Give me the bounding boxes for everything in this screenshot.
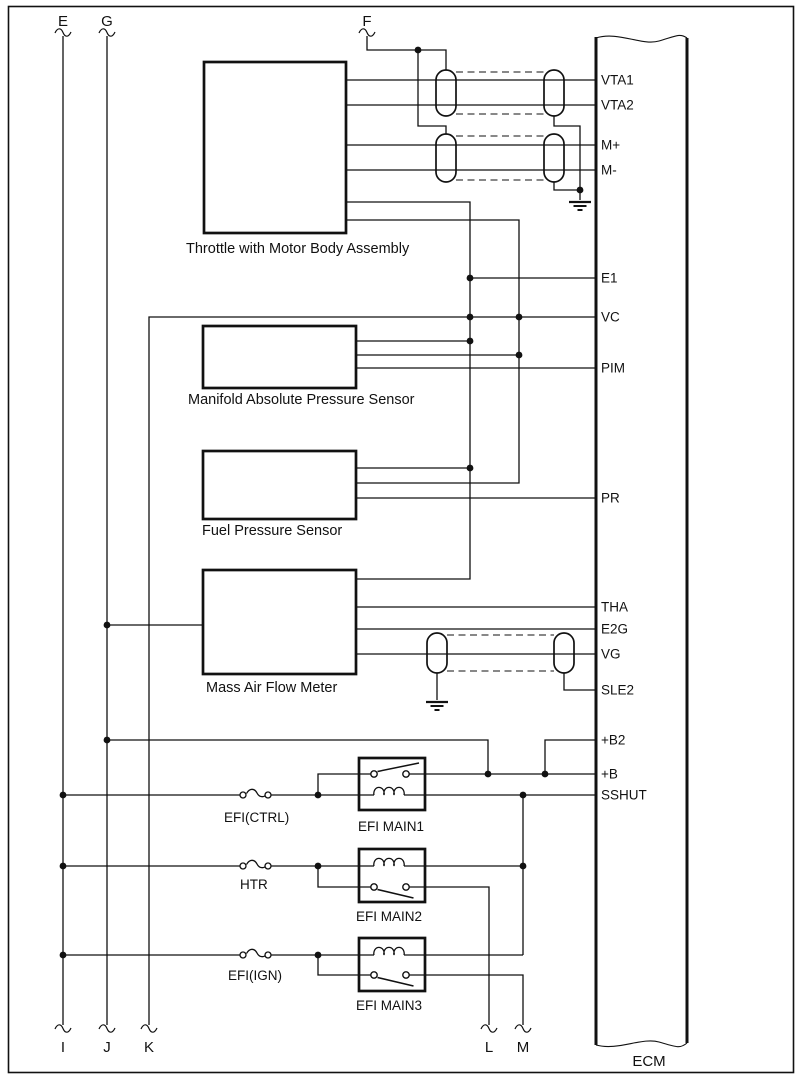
relay-efi-main2-label: EFI MAIN2 bbox=[356, 909, 423, 924]
relay-efi-main1-box bbox=[359, 758, 425, 810]
fuse-htr-terminal bbox=[240, 863, 246, 869]
connector-label-l: L bbox=[484, 1039, 494, 1056]
junction-dot bbox=[104, 622, 111, 629]
ecm-pin-label-vg: VG bbox=[601, 646, 621, 662]
mass-air-flow-meter-box bbox=[203, 570, 356, 674]
connector-label-f: F bbox=[362, 13, 372, 30]
relay-efi-main1-label: EFI MAIN1 bbox=[358, 819, 425, 834]
fuel-pressure-sensor-label: Fuel Pressure Sensor bbox=[202, 523, 343, 539]
connector-label-j: J bbox=[103, 1039, 111, 1056]
relay-efi-main3-box bbox=[359, 938, 425, 991]
ecm-pin-label-vta2: VTA2 bbox=[601, 97, 634, 113]
wire-sle2-drain bbox=[564, 673, 596, 690]
map-sensor-label: Manifold Absolute Pressure Sensor bbox=[188, 392, 415, 408]
relay-efi-main2-switch-terminal bbox=[403, 884, 409, 890]
ecm-pin-label-e1: E1 bbox=[601, 270, 618, 286]
relay-efi-main2-coil bbox=[374, 858, 404, 866]
junction-dot bbox=[467, 338, 474, 345]
fuse-efi-ign-label: EFI(IGN) bbox=[228, 968, 282, 983]
wire-vc-branch-rail bbox=[346, 220, 519, 483]
connector-label-m: M bbox=[516, 1039, 530, 1056]
relay-efi-main2-box bbox=[359, 849, 425, 902]
fuse-efi-ctrl-terminal bbox=[240, 792, 246, 798]
connector-label-e: E bbox=[57, 13, 69, 30]
relay-efi-main3-label: EFI MAIN3 bbox=[356, 998, 423, 1013]
wire-vta-shield-drain bbox=[554, 116, 580, 200]
ecm-pin-label-m: M+ bbox=[601, 137, 621, 153]
throttle-body-box bbox=[204, 62, 346, 233]
ecm-pin-label-sle2: SLE2 bbox=[601, 682, 635, 698]
junction-dot bbox=[467, 314, 474, 321]
shield-vg-capsule bbox=[554, 633, 574, 673]
junction-dot bbox=[542, 771, 549, 778]
junction-dot bbox=[516, 314, 523, 321]
connector-label-i: I bbox=[60, 1039, 66, 1056]
relay-efi-main2-switch-blade bbox=[378, 890, 414, 899]
junction-dot bbox=[467, 465, 474, 472]
wire-sensor-ground-rail bbox=[346, 202, 470, 579]
connector-break-i bbox=[55, 1025, 71, 1032]
ecm-label: ECM bbox=[632, 1053, 666, 1070]
wire-main1-sw-left bbox=[318, 774, 371, 795]
ecm-pin-label-sshut: SSHUT bbox=[601, 787, 647, 803]
connector-break-l bbox=[481, 1025, 497, 1032]
relay-efi-main3-coil bbox=[374, 947, 404, 955]
ecm-pin-label-e2g: E2G bbox=[601, 621, 629, 637]
junction-dot bbox=[60, 792, 67, 799]
junction-dot bbox=[60, 863, 67, 870]
junction-dot bbox=[104, 737, 111, 744]
throttle-body-label: Throttle with Motor Body Assembly bbox=[186, 241, 410, 257]
ecm-pin-label-tha: THA bbox=[601, 599, 628, 615]
relay-efi-main2-switch-terminal bbox=[371, 884, 377, 890]
junction-dot bbox=[315, 792, 322, 799]
ecm-pin-label-pr: PR bbox=[601, 490, 620, 506]
mass-air-flow-meter-label: Mass Air Flow Meter bbox=[206, 680, 338, 696]
shield-vg-capsule bbox=[427, 633, 447, 673]
junction-dot bbox=[315, 863, 322, 870]
ecm-pin-label-m: M- bbox=[601, 162, 617, 178]
connector-label-k: K bbox=[143, 1039, 155, 1056]
junction-dot bbox=[520, 792, 527, 799]
ecm-pin-label-vta1: VTA1 bbox=[601, 72, 634, 88]
fuel-pressure-sensor-box bbox=[203, 451, 356, 519]
shield-vta-capsule bbox=[544, 70, 564, 116]
connector-label-g: G bbox=[101, 13, 113, 30]
relay-efi-main3-switch-terminal bbox=[371, 972, 377, 978]
fuse-efi-ign-terminal bbox=[240, 952, 246, 958]
wire-main2-sw-left bbox=[318, 866, 371, 887]
junction-dot bbox=[60, 952, 67, 959]
shield-motor-capsule bbox=[544, 134, 564, 182]
junction-dot bbox=[516, 352, 523, 359]
junction-dot bbox=[577, 187, 584, 194]
relay-efi-main1-switch-blade bbox=[378, 763, 420, 772]
fuse-htr-label: HTR bbox=[240, 877, 268, 892]
relay-efi-main1-coil bbox=[374, 787, 404, 795]
wire-f-shield-feed bbox=[367, 36, 446, 70]
connector-break-m bbox=[515, 1025, 531, 1032]
fuse-htr-terminal bbox=[265, 863, 271, 869]
relay-efi-main3-switch-blade bbox=[378, 978, 414, 987]
relay-efi-main1-switch-terminal bbox=[371, 771, 377, 777]
ecm-pin-label-b: +B bbox=[601, 766, 618, 782]
junction-dot bbox=[315, 952, 322, 959]
junction-dot bbox=[415, 47, 422, 54]
relay-efi-main3-switch-terminal bbox=[403, 972, 409, 978]
fuse-efi-ctrl-terminal bbox=[265, 792, 271, 798]
junction-dot bbox=[467, 275, 474, 282]
ecm-pin-label-pim: PIM bbox=[601, 360, 626, 376]
shield-vta-capsule bbox=[436, 70, 456, 116]
junction-dot bbox=[485, 771, 492, 778]
map-sensor-box bbox=[203, 326, 356, 388]
fuse-efi-ign-terminal bbox=[265, 952, 271, 958]
connector-break-k bbox=[141, 1025, 157, 1032]
ecm-pin-label-b2: +B2 bbox=[601, 732, 626, 748]
ecm-bottom-break bbox=[596, 1041, 687, 1047]
wire-f-shield-branch bbox=[418, 50, 446, 134]
connector-break-j bbox=[99, 1025, 115, 1032]
relay-efi-main1-switch-terminal bbox=[403, 771, 409, 777]
wire-main3-sw-left bbox=[318, 955, 371, 975]
shield-motor-capsule bbox=[436, 134, 456, 182]
wire-b2-feed bbox=[107, 740, 488, 774]
wire-b2-pin bbox=[545, 740, 596, 774]
wire-motor-shield-drain bbox=[554, 182, 580, 190]
fuse-efi-ctrl-label: EFI(CTRL) bbox=[224, 810, 290, 825]
ecm-pin-label-vc: VC bbox=[601, 309, 620, 325]
ecm-top-break bbox=[596, 35, 687, 42]
junction-dot bbox=[520, 863, 527, 870]
